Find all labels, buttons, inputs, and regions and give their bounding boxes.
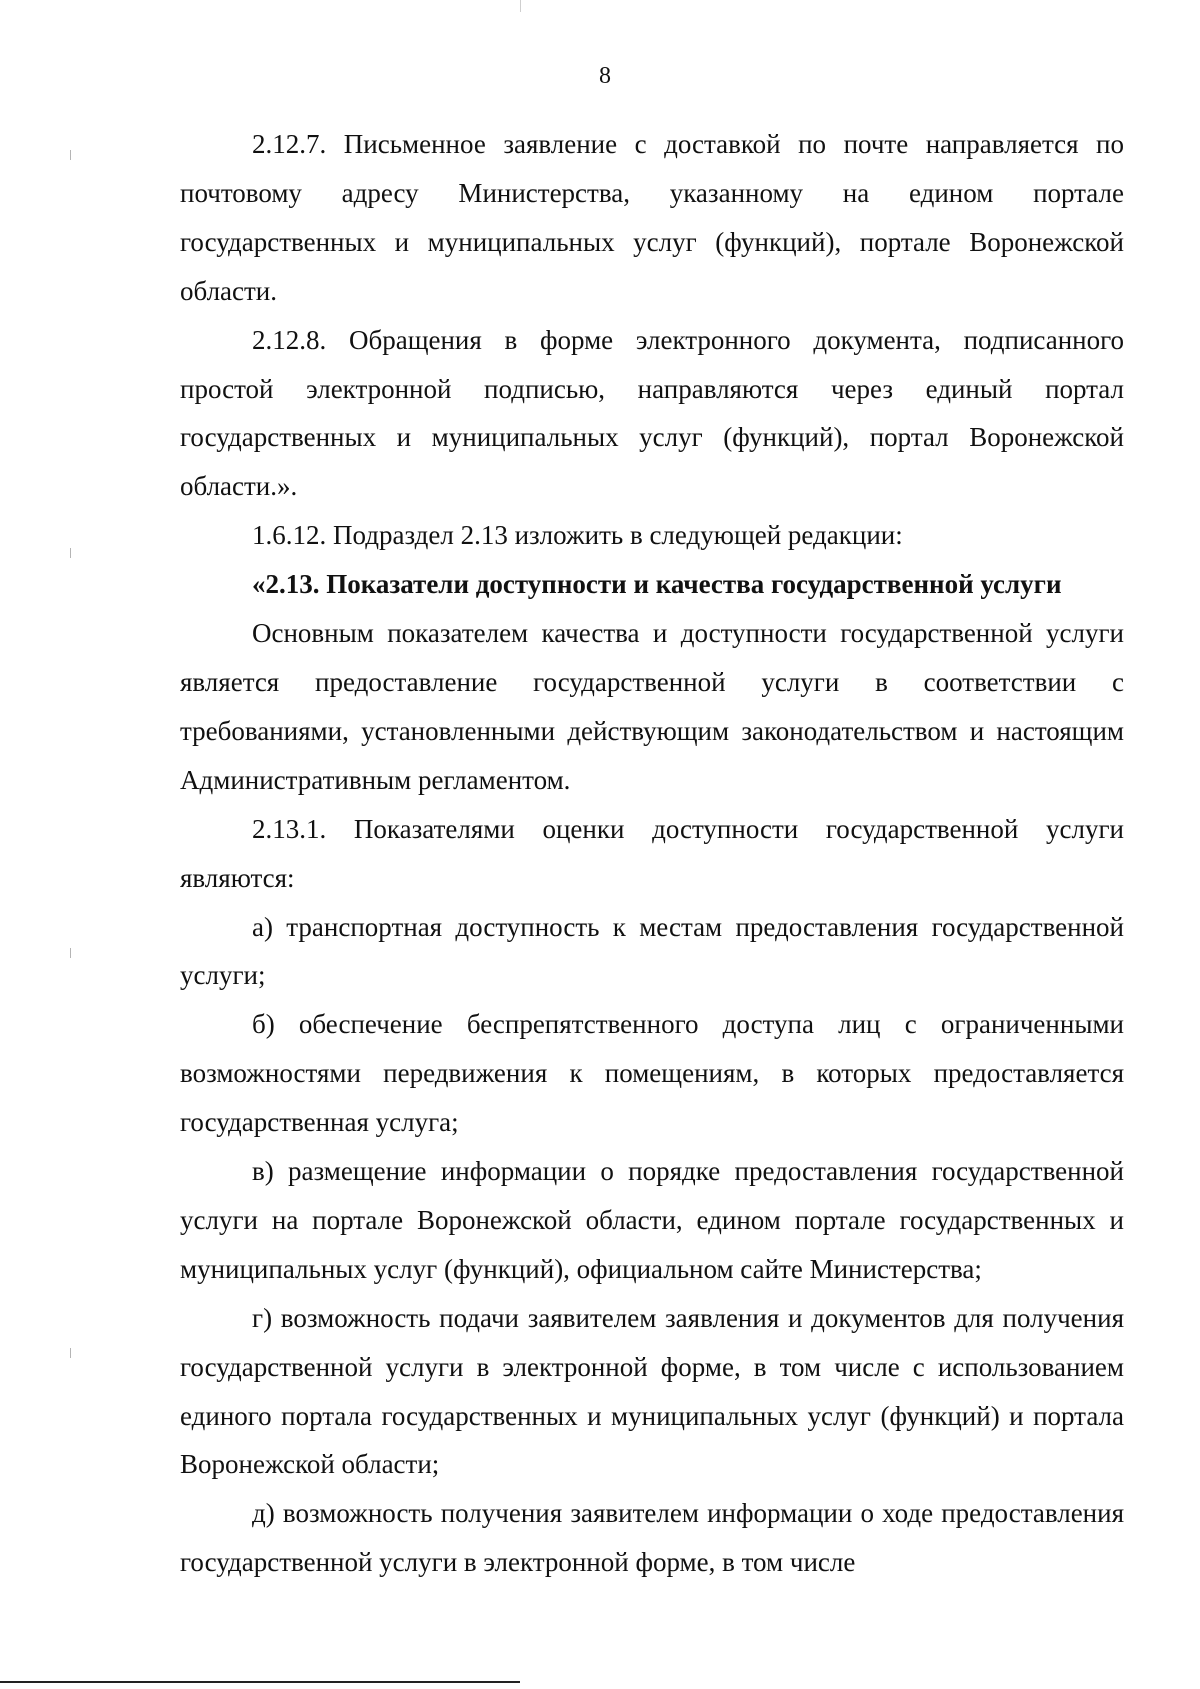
paragraph-2-13-1: 2.13.1. Показателями оценки доступности государственной услуги являются: [180, 813, 1124, 893]
paragraph-2-12-8: 2.12.8. Обращения в форме электронного документа, подписанного простой электронной подписью, направляются через единый портал государственных и муниципальных услуг (функций), портал Воронежской области.». [180, 324, 1124, 502]
page-number: 8 [599, 63, 611, 89]
margin-punch-mark [70, 150, 71, 160]
paragraph-2-12-7: 2.12.7. Письменное заявление с доставкой по почте направляется по почтовому адресу Министерства, указанному на едином портале государственных и муниципальных услуг (функций), портале Воронежской области. [180, 129, 1124, 306]
section-heading-2-13: «2.13. Показатели доступности и качества государственной услуги [252, 569, 1062, 600]
margin-punch-mark [70, 548, 71, 558]
list-item-a: а) транспортная доступность к местам предоставления государственной услуги; [180, 911, 1124, 991]
list-item-g: г) возможность подачи заявителем заявления и документов для получения государственной услуги в электронной форме, в том числе с использованием единого портала государственных и муниципальных услуг (функций) и портала Воронежской области; [180, 1302, 1124, 1480]
scan-bottom-edge-line [0, 1681, 520, 1683]
list-item-b: б) обеспечение беспрепятственного доступа лиц с ограниченными возможностями передвижения к помещениям, в которых предоставляется государственная услуга; [180, 1009, 1124, 1138]
paragraph-1-6-12: 1.6.12. Подраздел 2.13 изложить в следующей редакции: [252, 520, 903, 551]
scan-artifact-mark [520, 0, 521, 12]
margin-punch-mark [70, 948, 71, 958]
list-item-v: в) размещение информации о порядке предоставления государственной услуги на портале Воронежской области, едином портале государственных и муниципальных услуг (функций), официальном сайте Министерства; [180, 1156, 1124, 1284]
paragraph-main-indicator: Основным показателем качества и доступности государственной услуги является предоставление государственной услуги в соответствии с требованиями, установленными действующим законодательством и настоящим Административным регламентом. [180, 618, 1124, 795]
document-body [180, 120, 1124, 1587]
list-item-d: д) возможность получения заявителем информации о ходе предоставления государственной услуги в электронной форме, в том числе [180, 1498, 1124, 1578]
margin-punch-mark [70, 1348, 71, 1358]
